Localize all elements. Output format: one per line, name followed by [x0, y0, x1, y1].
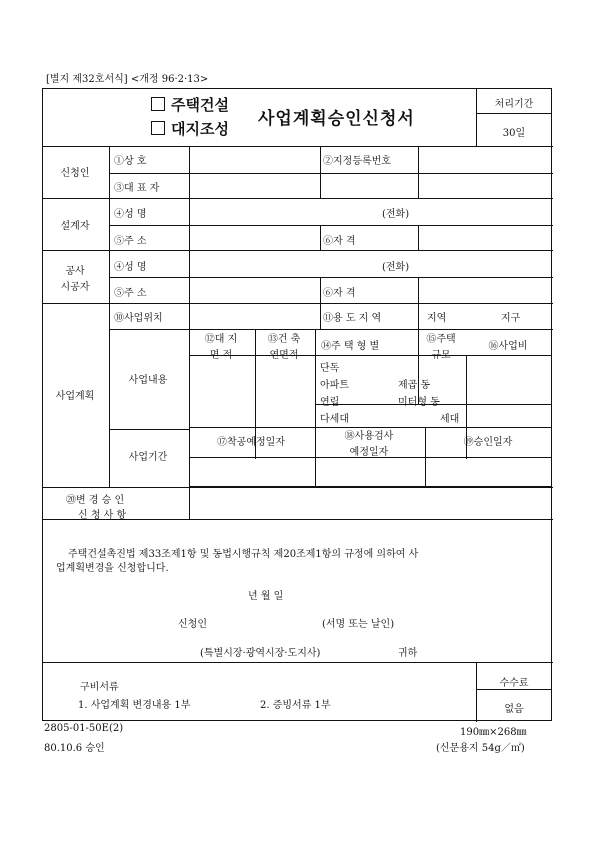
type-multi: 다세대 [320, 414, 349, 425]
type-apartment: 아파트 [320, 380, 349, 391]
inspect-1: ⑱사용검사 [344, 431, 394, 442]
type-rowhouse-unit: 미터형 동 [398, 397, 440, 408]
option-land-label: 대지조성 [171, 120, 229, 138]
footer-size: 190㎜×268㎜ [460, 727, 527, 738]
footer-approved: 80.10.6 승인 [44, 743, 105, 754]
zone-label: ⑪용 도 지 역 [323, 313, 382, 324]
type-detached: 단독 [320, 363, 340, 374]
signature-note: (서명 또는 날인) [322, 619, 395, 630]
applicant-section: 신청인 [60, 168, 90, 179]
footer-code: 2805-01-50E(2) [44, 723, 124, 734]
designer-name-label: ④성 명 [114, 209, 147, 220]
start-label: ⑰착공예정일자 [217, 437, 285, 448]
designer-addr-label: ⑤주 소 [114, 236, 147, 247]
designer-qual-label: ⑥자 격 [323, 236, 356, 247]
applicant-name-label: ①상 호 [114, 156, 147, 167]
scale-2: 규모 [431, 350, 451, 361]
fee-value: 없음 [504, 704, 524, 715]
zone-unit-2: 지구 [501, 313, 521, 324]
processing-value: 30일 [502, 128, 526, 139]
statement-line-2: 업계획변경을 신청합니다. [56, 563, 169, 574]
form-title: 사업계획승인신청서 [258, 109, 415, 129]
document-item-2: 2. 증빙서류 1부 [260, 700, 331, 711]
footer-paper: (신문용지 54g／㎡) [436, 743, 525, 754]
representative-label: ③대 표 자 [114, 183, 160, 194]
recipient: (특별시장·광역시장·도지사) [200, 648, 321, 659]
processing-label: 처리기간 [494, 99, 534, 110]
checkbox-housing[interactable] [151, 97, 165, 111]
type-rowhouse: 연립 [320, 397, 340, 408]
type-apartment-unit: 제곱 동 [398, 380, 431, 391]
statement-applicant: 신청인 [178, 619, 207, 630]
registration-label: ②지정등록번호 [323, 156, 391, 167]
fee-label: 수수료 [499, 678, 529, 689]
builder-section-2: 시공자 [60, 282, 90, 293]
site-area-2: 면 적 [209, 350, 233, 361]
site-area-1: ⑫대 지 [204, 334, 238, 345]
checkbox-land[interactable] [151, 121, 165, 135]
recipient-honorific: 귀하 [398, 648, 418, 659]
zone-unit-1: 지역 [427, 313, 447, 324]
plan-section: 사업계획 [55, 391, 95, 402]
housing-type-label: ⑭주 택 형 별 [321, 341, 380, 352]
build-area-1: ⑬건 축 [267, 334, 301, 345]
period-label: 사업기간 [128, 452, 168, 463]
documents-title: 구비서류 [80, 682, 119, 693]
type-multi-unit: 세대 [440, 414, 460, 425]
cost-label: ⑯사업비 [488, 341, 528, 352]
builder-addr-label: ⑤주 소 [114, 288, 147, 299]
build-area-2: 연면적 [269, 350, 299, 361]
designer-section: 설계자 [60, 221, 90, 232]
change-line-1: ⑳변 경 승 인 [66, 495, 125, 506]
builder-phone: (전화) [382, 262, 410, 273]
inspect-2: 예정일자 [349, 447, 389, 458]
builder-section-1: 공사 [65, 266, 85, 277]
statement-date: 년 월 일 [248, 591, 284, 602]
document-item-1: 1. 사업계획 변경내용 1부 [78, 700, 191, 711]
location-label: ⑩사업위치 [114, 313, 163, 324]
option-land[interactable] [151, 118, 229, 139]
approve-label: ⑲승인일자 [463, 437, 513, 448]
designer-phone: (전화) [382, 209, 410, 220]
builder-qual-label: ⑥자 격 [323, 288, 356, 299]
change-line-2: 신 청 사 항 [78, 510, 127, 521]
scale-1: ⑮주택 [426, 334, 456, 345]
statement-line-1: 주택건설촉진법 제33조제1항 및 동법시행규칙 제20조제1항의 규정에 의하여 사 [68, 549, 419, 560]
form-id: [별지 제32호서식] <개정 96·2·13> [46, 74, 209, 85]
option-housing[interactable] [151, 94, 229, 115]
builder-name-label: ④성 명 [114, 262, 147, 273]
option-housing-label: 주택건설 [171, 96, 229, 114]
content-label: 사업내용 [128, 375, 168, 386]
